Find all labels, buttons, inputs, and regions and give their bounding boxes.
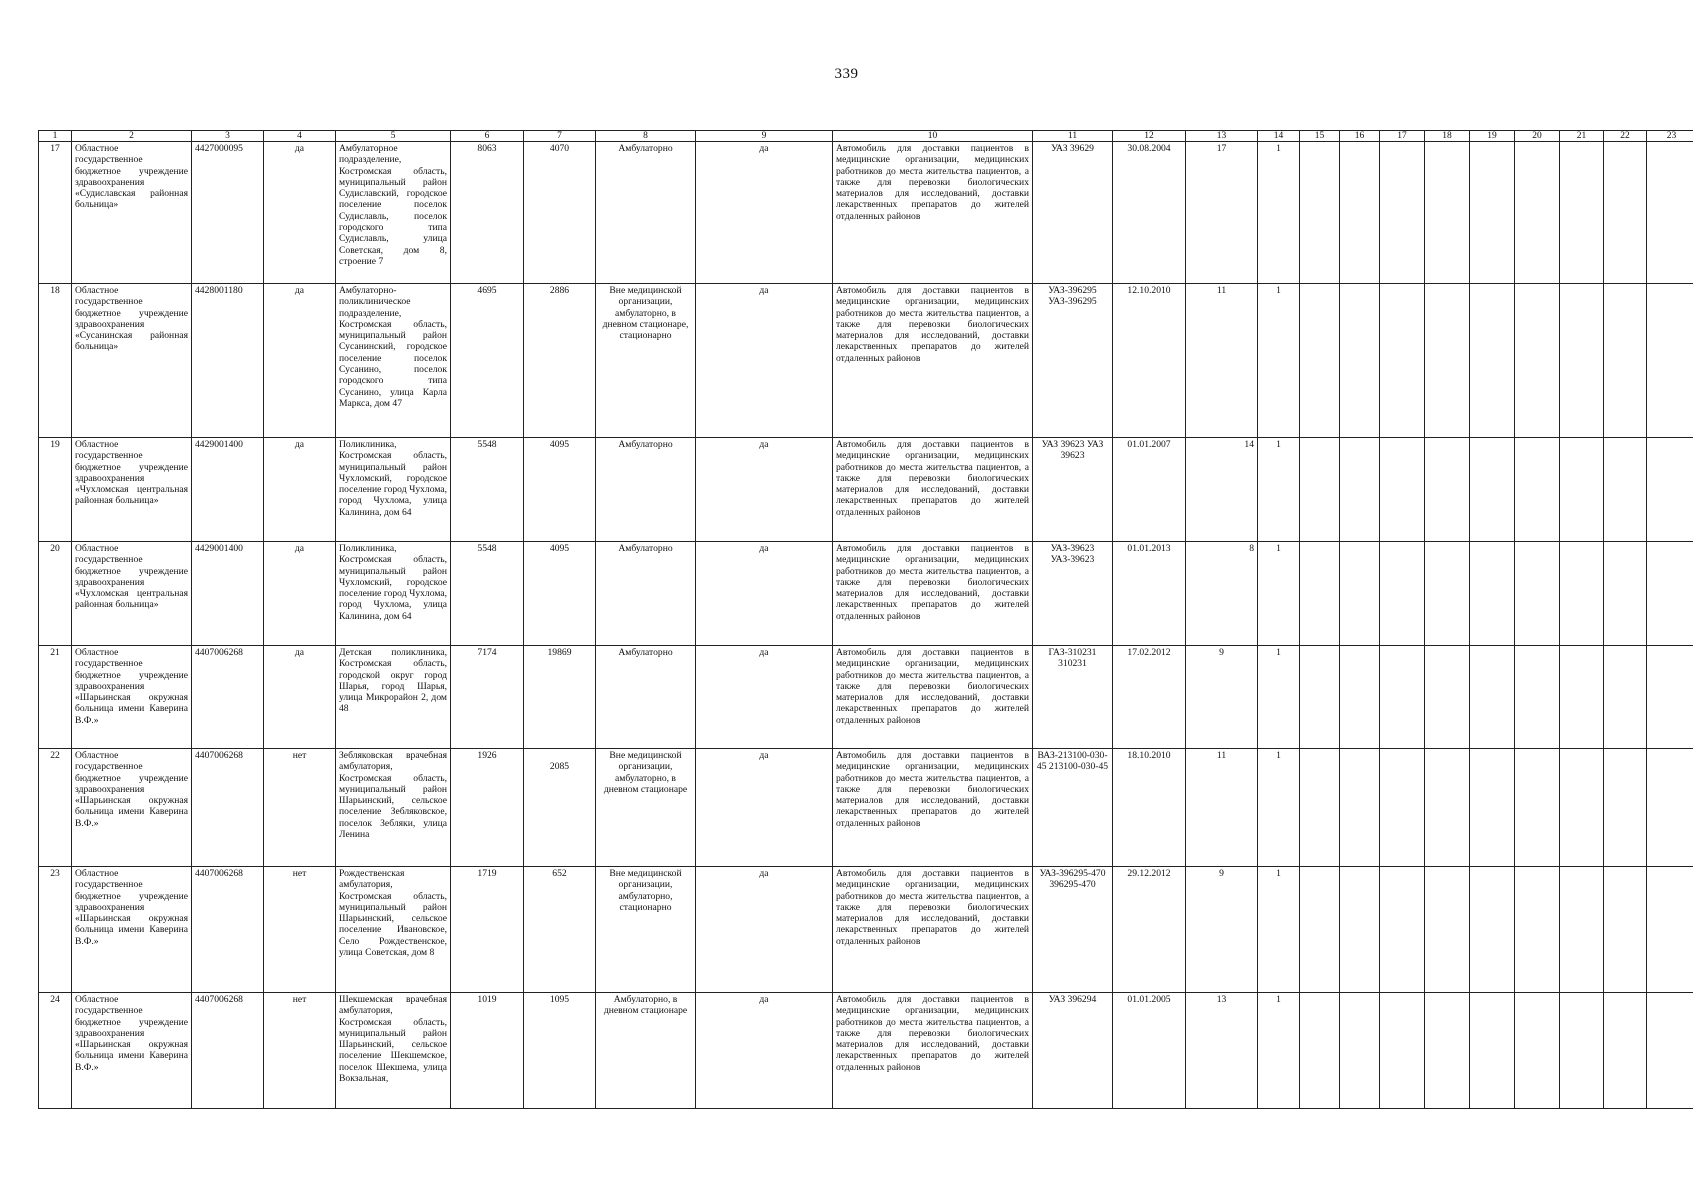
empty-cell: [1470, 646, 1515, 749]
page-number: 339: [834, 66, 859, 82]
empty-cell: [1647, 993, 1693, 1109]
empty-cell: [1300, 646, 1340, 749]
purpose-cell: Автомобиль для доставки пациентов в медицинские организации, медицинских работников до места жительства пациентов, а также для перевозки биологических материалов для исследований, доставки лекарственных препаратов до жителей отдаленных районов: [833, 993, 1033, 1109]
column-number: 11: [1033, 131, 1113, 142]
column-number: 3: [192, 131, 264, 142]
empty-cell: [1380, 646, 1425, 749]
empty-cell: [1340, 542, 1380, 646]
empty-cell: [1647, 284, 1693, 438]
address-cell: Поликлиника, Костромская область, муниципальный район Чухломский, городское поселение город Чухлома, город Чухлома, улица Калинина, дом 64: [336, 438, 451, 542]
purpose-cell: Автомобиль для доставки пациентов в медицинские организации, медицинских работников до места жительства пациентов, а также для перевозки биологических материалов для исследований, доставки лекарственных препаратов до жителей отдаленных районов: [833, 646, 1033, 749]
inn-cell: 4407006268: [192, 749, 264, 867]
empty-cell: [1515, 284, 1560, 438]
column-number: 12: [1113, 131, 1186, 142]
flag-cell: нет: [264, 749, 336, 867]
column-number: 17: [1380, 131, 1425, 142]
address-cell: Шекшемская врачебная амбулатория, Костромская область, муниципальный район Шарьинский, сельское поселение Шекшемское, поселок Шекшема, улица Вокзальная,: [336, 993, 451, 1109]
organization-cell: Областное государственное бюджетное учреждение здравоохранения «Судиславская районная больница»: [72, 142, 192, 284]
care-type-cell: Амбулаторно, в дневном стационаре: [596, 993, 696, 1109]
address-cell: Амбулаторное подразделение, Костромская область, муниципальный район Судиславский, городское поселение поселок Судиславль, поселок городского типа Судиславль, улица Советская, дом 8, строение 7: [336, 142, 451, 284]
value-cell: 4095: [524, 542, 596, 646]
organization-cell: Областное государственное бюджетное учреждение здравоохранения «Чухломская центральная районная больница»: [72, 542, 192, 646]
table-row: [39, 646, 1693, 749]
value-cell: 1926: [451, 749, 524, 867]
empty-cell: [1604, 542, 1647, 646]
column-number: 10: [833, 131, 1033, 142]
empty-cell: [1340, 438, 1380, 542]
inn-cell: 4427000095: [192, 142, 264, 284]
value-cell: 1: [1258, 284, 1300, 438]
row-number-cell: 21: [39, 646, 72, 749]
purpose-cell: Автомобиль для доставки пациентов в медицинские организации, медицинских работников до места жительства пациентов, а также для перевозки биологических материалов для исследований, доставки лекарственных препаратов до жителей отдаленных районов: [833, 284, 1033, 438]
empty-cell: [1647, 142, 1693, 284]
empty-cell: [1560, 284, 1604, 438]
purpose-cell: Автомобиль для доставки пациентов в медицинские организации, медицинских работников до места жительства пациентов, а также для перевозки биологических материалов для исследований, доставки лекарственных препаратов до жителей отдаленных районов: [833, 749, 1033, 867]
value-cell: 1: [1258, 867, 1300, 993]
column-number-row: [39, 131, 1693, 142]
value-cell: 5548: [451, 542, 524, 646]
value-cell: 1: [1258, 438, 1300, 542]
column-number: 22: [1604, 131, 1647, 142]
empty-cell: [1470, 284, 1515, 438]
empty-cell: [1604, 867, 1647, 993]
date-cell: 29.12.2012: [1113, 867, 1186, 993]
table-body: [39, 131, 1693, 1109]
empty-cell: [1300, 993, 1340, 1109]
empty-cell: [1425, 142, 1470, 284]
vehicle-cell: УАЗ-396295 УАЗ-396295: [1033, 284, 1113, 438]
empty-cell: [1300, 438, 1340, 542]
vehicle-cell: УАЗ-39623 УАЗ-39623: [1033, 542, 1113, 646]
care-type-cell: Амбулаторно: [596, 142, 696, 284]
empty-cell: [1380, 749, 1425, 867]
yes-no-cell: да: [696, 284, 833, 438]
column-number: 19: [1470, 131, 1515, 142]
inn-cell: 4429001400: [192, 438, 264, 542]
date-cell: 18.10.2010: [1113, 749, 1186, 867]
inn-cell: 4428001180: [192, 284, 264, 438]
address-cell: Зебляковская врачебная амбулатория, Костромская область, муниципальный район Шарьинский, сельское поселение Зебляковское, поселок Зебляки, улица Ленина: [336, 749, 451, 867]
row-number-cell: 20: [39, 542, 72, 646]
empty-cell: [1380, 867, 1425, 993]
yes-no-cell: да: [696, 749, 833, 867]
organization-cell: Областное государственное бюджетное учреждение здравоохранения «Шарьинская окружная больница имени Каверина В.Ф.»: [72, 867, 192, 993]
empty-cell: [1515, 749, 1560, 867]
empty-cell: [1380, 142, 1425, 284]
empty-cell: [1515, 142, 1560, 284]
empty-cell: [1425, 646, 1470, 749]
value-cell: 1: [1258, 646, 1300, 749]
value-cell: 14: [1186, 438, 1258, 542]
value-cell: 2085: [524, 749, 596, 867]
empty-cell: [1340, 142, 1380, 284]
value-cell: 1: [1258, 142, 1300, 284]
column-number: 7: [524, 131, 596, 142]
value-cell: 17: [1186, 142, 1258, 284]
column-number: 9: [696, 131, 833, 142]
empty-cell: [1380, 542, 1425, 646]
purpose-cell: Автомобиль для доставки пациентов в медицинские организации, медицинских работников до места жительства пациентов, а также для перевозки биологических материалов для исследований, доставки лекарственных препаратов до жителей отдаленных районов: [833, 542, 1033, 646]
purpose-cell: Автомобиль для доставки пациентов в медицинские организации, медицинских работников до места жительства пациентов, а также для перевозки биологических материалов для исследований, доставки лекарственных препаратов до жителей отдаленных районов: [833, 867, 1033, 993]
row-number-cell: 23: [39, 867, 72, 993]
value-cell: 11: [1186, 749, 1258, 867]
value-cell: 9: [1186, 867, 1258, 993]
value-cell: 4695: [451, 284, 524, 438]
empty-cell: [1380, 438, 1425, 542]
flag-cell: да: [264, 542, 336, 646]
empty-cell: [1425, 993, 1470, 1109]
flag-cell: нет: [264, 993, 336, 1109]
empty-cell: [1604, 993, 1647, 1109]
column-number: 5: [336, 131, 451, 142]
flag-cell: нет: [264, 867, 336, 993]
date-cell: 17.02.2012: [1113, 646, 1186, 749]
empty-cell: [1515, 867, 1560, 993]
inn-cell: 4407006268: [192, 646, 264, 749]
date-cell: 01.01.2005: [1113, 993, 1186, 1109]
address-cell: Поликлиника, Костромская область, муниципальный район Чухломский, городское поселение город Чухлома, город Чухлома, улица Калинина, дом 64: [336, 542, 451, 646]
value-cell: 9: [1186, 646, 1258, 749]
vehicle-cell: ВАЗ-213100-030-45 213100-030-45: [1033, 749, 1113, 867]
empty-cell: [1515, 646, 1560, 749]
yes-no-cell: да: [696, 646, 833, 749]
row-number-cell: 24: [39, 993, 72, 1109]
vehicle-cell: УАЗ 396294: [1033, 993, 1113, 1109]
value-cell: 652: [524, 867, 596, 993]
column-number: 14: [1258, 131, 1300, 142]
column-number: 23: [1647, 131, 1693, 142]
column-number: 18: [1425, 131, 1470, 142]
care-type-cell: Вне медицинской организации, амбулаторно, стационарно: [596, 867, 696, 993]
yes-no-cell: да: [696, 867, 833, 993]
empty-cell: [1560, 867, 1604, 993]
vehicle-cell: УАЗ-396295-470 396295-470: [1033, 867, 1113, 993]
value-cell: 5548: [451, 438, 524, 542]
column-number: 1: [39, 131, 72, 142]
row-number-cell: 17: [39, 142, 72, 284]
empty-cell: [1470, 438, 1515, 542]
column-number: 15: [1300, 131, 1340, 142]
table-row: [39, 749, 1693, 867]
empty-cell: [1300, 142, 1340, 284]
care-type-cell: Вне медицинской организации, амбулаторно, в дневном стационаре, стационарно: [596, 284, 696, 438]
care-type-cell: Вне медицинской организации, амбулаторно, в дневном стационаре: [596, 749, 696, 867]
date-cell: 01.01.2007: [1113, 438, 1186, 542]
value-cell: 11: [1186, 284, 1258, 438]
yes-no-cell: да: [696, 438, 833, 542]
column-number: 13: [1186, 131, 1258, 142]
column-number: 20: [1515, 131, 1560, 142]
care-type-cell: Амбулаторно: [596, 438, 696, 542]
organization-cell: Областное государственное бюджетное учреждение здравоохранения «Чухломская центральная районная больница»: [72, 438, 192, 542]
date-cell: 12.10.2010: [1113, 284, 1186, 438]
column-number: 2: [72, 131, 192, 142]
inn-cell: 4407006268: [192, 867, 264, 993]
empty-cell: [1647, 646, 1693, 749]
vehicle-cell: УАЗ 39629: [1033, 142, 1113, 284]
value-cell: 2886: [524, 284, 596, 438]
empty-cell: [1340, 284, 1380, 438]
value-cell: 8: [1186, 542, 1258, 646]
value-cell: 1095: [524, 993, 596, 1109]
empty-cell: [1515, 542, 1560, 646]
value-cell: 13: [1186, 993, 1258, 1109]
column-number: 21: [1560, 131, 1604, 142]
column-number: 16: [1340, 131, 1380, 142]
row-number-cell: 22: [39, 749, 72, 867]
empty-cell: [1604, 284, 1647, 438]
empty-cell: [1560, 142, 1604, 284]
empty-cell: [1470, 142, 1515, 284]
address-cell: Рождественская амбулатория, Костромская область, муниципальный район Шарьинский, сельское поселение Ивановское, Село Рождественское, улица Советская, дом 8: [336, 867, 451, 993]
value-cell: 8063: [451, 142, 524, 284]
empty-cell: [1340, 993, 1380, 1109]
empty-cell: [1604, 749, 1647, 867]
empty-cell: [1340, 867, 1380, 993]
table-row: [39, 142, 1693, 284]
empty-cell: [1604, 142, 1647, 284]
row-number-cell: 18: [39, 284, 72, 438]
empty-cell: [1647, 867, 1693, 993]
empty-cell: [1515, 438, 1560, 542]
value-cell: 1: [1258, 993, 1300, 1109]
empty-cell: [1647, 438, 1693, 542]
purpose-cell: Автомобиль для доставки пациентов в медицинские организации, медицинских работников до места жительства пациентов, а также для перевозки биологических материалов для исследований, доставки лекарственных препаратов до жителей отдаленных районов: [833, 142, 1033, 284]
column-number: 8: [596, 131, 696, 142]
empty-cell: [1425, 749, 1470, 867]
flag-cell: да: [264, 438, 336, 542]
empty-cell: [1425, 867, 1470, 993]
empty-cell: [1560, 438, 1604, 542]
vehicle-cell: УАЗ 39623 УАЗ 39623: [1033, 438, 1113, 542]
care-type-cell: Амбулаторно: [596, 646, 696, 749]
row-number-cell: 19: [39, 438, 72, 542]
empty-cell: [1300, 867, 1340, 993]
date-cell: 01.01.2013: [1113, 542, 1186, 646]
value-cell: 1: [1258, 542, 1300, 646]
inn-cell: 4429001400: [192, 542, 264, 646]
table-row: [39, 867, 1693, 993]
empty-cell: [1470, 749, 1515, 867]
empty-cell: [1647, 542, 1693, 646]
value-cell: 1019: [451, 993, 524, 1109]
empty-cell: [1470, 542, 1515, 646]
empty-cell: [1300, 542, 1340, 646]
organization-cell: Областное государственное бюджетное учреждение здравоохранения «Шарьинская окружная больница имени Каверина В.Ф.»: [72, 646, 192, 749]
empty-cell: [1300, 284, 1340, 438]
empty-cell: [1425, 438, 1470, 542]
value-cell: 4095: [524, 438, 596, 542]
inn-cell: 4407006268: [192, 993, 264, 1109]
empty-cell: [1380, 284, 1425, 438]
value-cell: 7174: [451, 646, 524, 749]
value-cell: 19869: [524, 646, 596, 749]
empty-cell: [1560, 646, 1604, 749]
yes-no-cell: да: [696, 993, 833, 1109]
address-cell: Амбулаторно-поликлиническое подразделение, Костромская область, муниципальный район Сусанинский, городское поселение поселок Сусанино, поселок городского типа Сусанино, улица Карла Маркса, дом 47: [336, 284, 451, 438]
empty-cell: [1560, 993, 1604, 1109]
date-cell: 30.08.2004: [1113, 142, 1186, 284]
empty-cell: [1300, 749, 1340, 867]
yes-no-cell: да: [696, 142, 833, 284]
table-row: [39, 542, 1693, 646]
column-number: 6: [451, 131, 524, 142]
care-type-cell: Амбулаторно: [596, 542, 696, 646]
column-number: 4: [264, 131, 336, 142]
empty-cell: [1604, 646, 1647, 749]
table-row: [39, 284, 1693, 438]
flag-cell: да: [264, 284, 336, 438]
value-cell: 1719: [451, 867, 524, 993]
empty-cell: [1340, 646, 1380, 749]
empty-cell: [1560, 749, 1604, 867]
organization-cell: Областное государственное бюджетное учреждение здравоохранения «Шарьинская окружная больница имени Каверина В.Ф.»: [72, 993, 192, 1109]
empty-cell: [1515, 993, 1560, 1109]
empty-cell: [1470, 867, 1515, 993]
yes-no-cell: да: [696, 542, 833, 646]
empty-cell: [1340, 749, 1380, 867]
address-cell: Детская поликлиника, Костромская область, городской округ город Шарья, город Шарья, улица Микрорайон 2, дом 48: [336, 646, 451, 749]
empty-cell: [1425, 284, 1470, 438]
empty-cell: [1380, 993, 1425, 1109]
empty-cell: [1470, 993, 1515, 1109]
empty-cell: [1604, 438, 1647, 542]
empty-cell: [1560, 542, 1604, 646]
register-table: [38, 130, 1693, 1109]
purpose-cell: Автомобиль для доставки пациентов в медицинские организации, медицинских работников до места жительства пациентов, а также для перевозки биологических материалов для исследований, доставки лекарственных препаратов до жителей отдаленных районов: [833, 438, 1033, 542]
flag-cell: да: [264, 646, 336, 749]
empty-cell: [1647, 749, 1693, 867]
table-row: [39, 993, 1693, 1109]
organization-cell: Областное государственное бюджетное учреждение здравоохранения «Шарьинская окружная больница имени Каверина В.Ф.»: [72, 749, 192, 867]
table-row: [39, 438, 1693, 542]
vehicle-cell: ГАЗ-310231 310231: [1033, 646, 1113, 749]
value-cell: 1: [1258, 749, 1300, 867]
value-cell: 4070: [524, 142, 596, 284]
organization-cell: Областное государственное бюджетное учреждение здравоохранения «Сусанинская районная больница»: [72, 284, 192, 438]
flag-cell: да: [264, 142, 336, 284]
empty-cell: [1425, 542, 1470, 646]
